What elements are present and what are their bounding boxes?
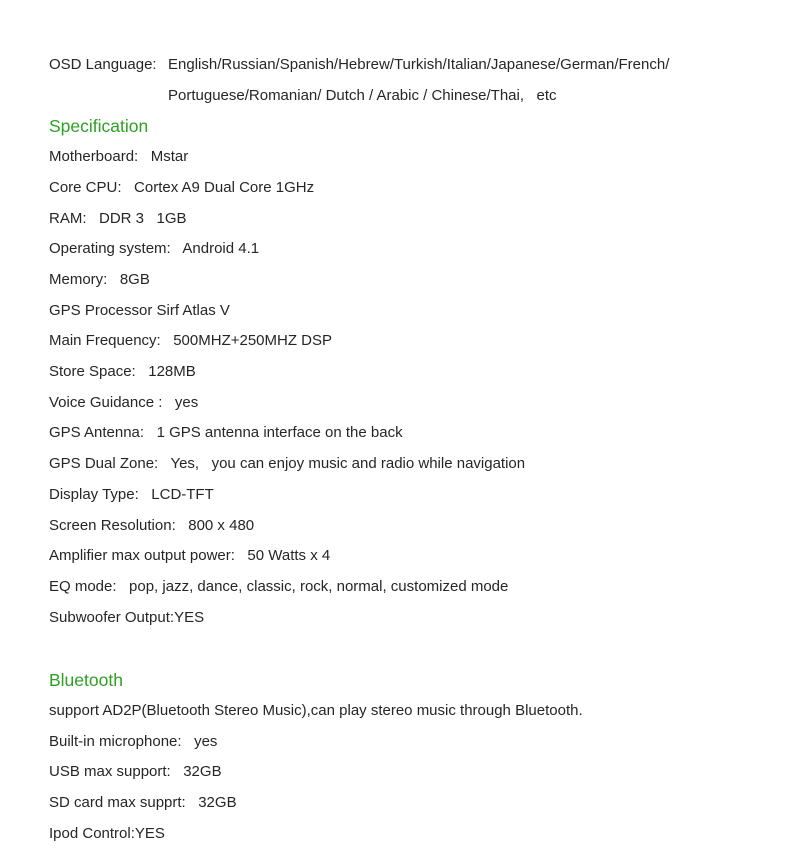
spec-line-memory: Memory: 8GB bbox=[49, 270, 150, 288]
bt-line-usb-max-support: USB max support: 32GB bbox=[49, 763, 222, 781]
spec-line-operating-system: Operating system: Android 4.1 bbox=[49, 240, 260, 258]
spec-line-main-frequency: Main Frequency: 500MHZ+250MHZ DSP bbox=[49, 332, 333, 350]
osd-language-value bbox=[168, 50, 669, 111]
spec-line-store-space: Store Space: 128MB bbox=[49, 363, 196, 381]
specification-heading: Specification bbox=[49, 116, 149, 137]
osd-language-row bbox=[49, 50, 770, 111]
spec-line-gps-dual-zone: GPS Dual Zone: Yes, you can enjoy music and radio while navigation bbox=[49, 455, 526, 473]
spec-line-core-cpu: Core CPU: Cortex A9 Dual Core 1GHz bbox=[49, 178, 315, 196]
spec-line-gps-antenna: GPS Antenna: 1 GPS antenna interface on the back bbox=[49, 424, 403, 442]
bt-line-sd-card-max-support: SD card max supprt: 32GB bbox=[49, 794, 237, 812]
spec-line-voice-guidance: Voice Guidance : yes bbox=[49, 393, 199, 411]
spec-line-motherboard: Motherboard: Mstar bbox=[49, 148, 189, 166]
spec-line-eq-mode: EQ mode: pop, jazz, dance, classic, rock, normal, customized mode bbox=[49, 577, 509, 595]
spec-line-screen-resolution: Screen Resolution: 800 x 480 bbox=[49, 516, 255, 534]
osd-language-label: OSD Language: bbox=[49, 56, 157, 73]
bt-line-built-in-microphone: Built-in microphone: yes bbox=[49, 732, 218, 750]
spec-line-subwoofer-output: Subwoofer Output:YES bbox=[49, 608, 205, 626]
spec-line-amplifier-power: Amplifier max output power: 50 Watts x 4 bbox=[49, 547, 331, 565]
spec-line-display-type: Display Type: LCD-TFT bbox=[49, 485, 214, 503]
osd-language-value-line-1: English/Russian/Spanish/Hebrew/Turkish/Italian/Japanese/German/French/ bbox=[168, 56, 670, 73]
spec-line-gps-processor: GPS Processor Sirf Atlas V bbox=[49, 301, 230, 319]
osd-language-value-line-2: Portuguese/Romanian/ Dutch / Arabic / Chinese/Thai, etc bbox=[168, 86, 557, 104]
bt-line-a2dp-support: support AD2P(Bluetooth Stereo Music),can play stereo music through Bluetooth. bbox=[49, 702, 583, 720]
bt-line-ipod-control: Ipod Control:YES bbox=[49, 824, 165, 842]
spec-line-ram: RAM: DDR 3 1GB bbox=[49, 209, 187, 227]
bluetooth-heading: Bluetooth bbox=[49, 670, 123, 691]
